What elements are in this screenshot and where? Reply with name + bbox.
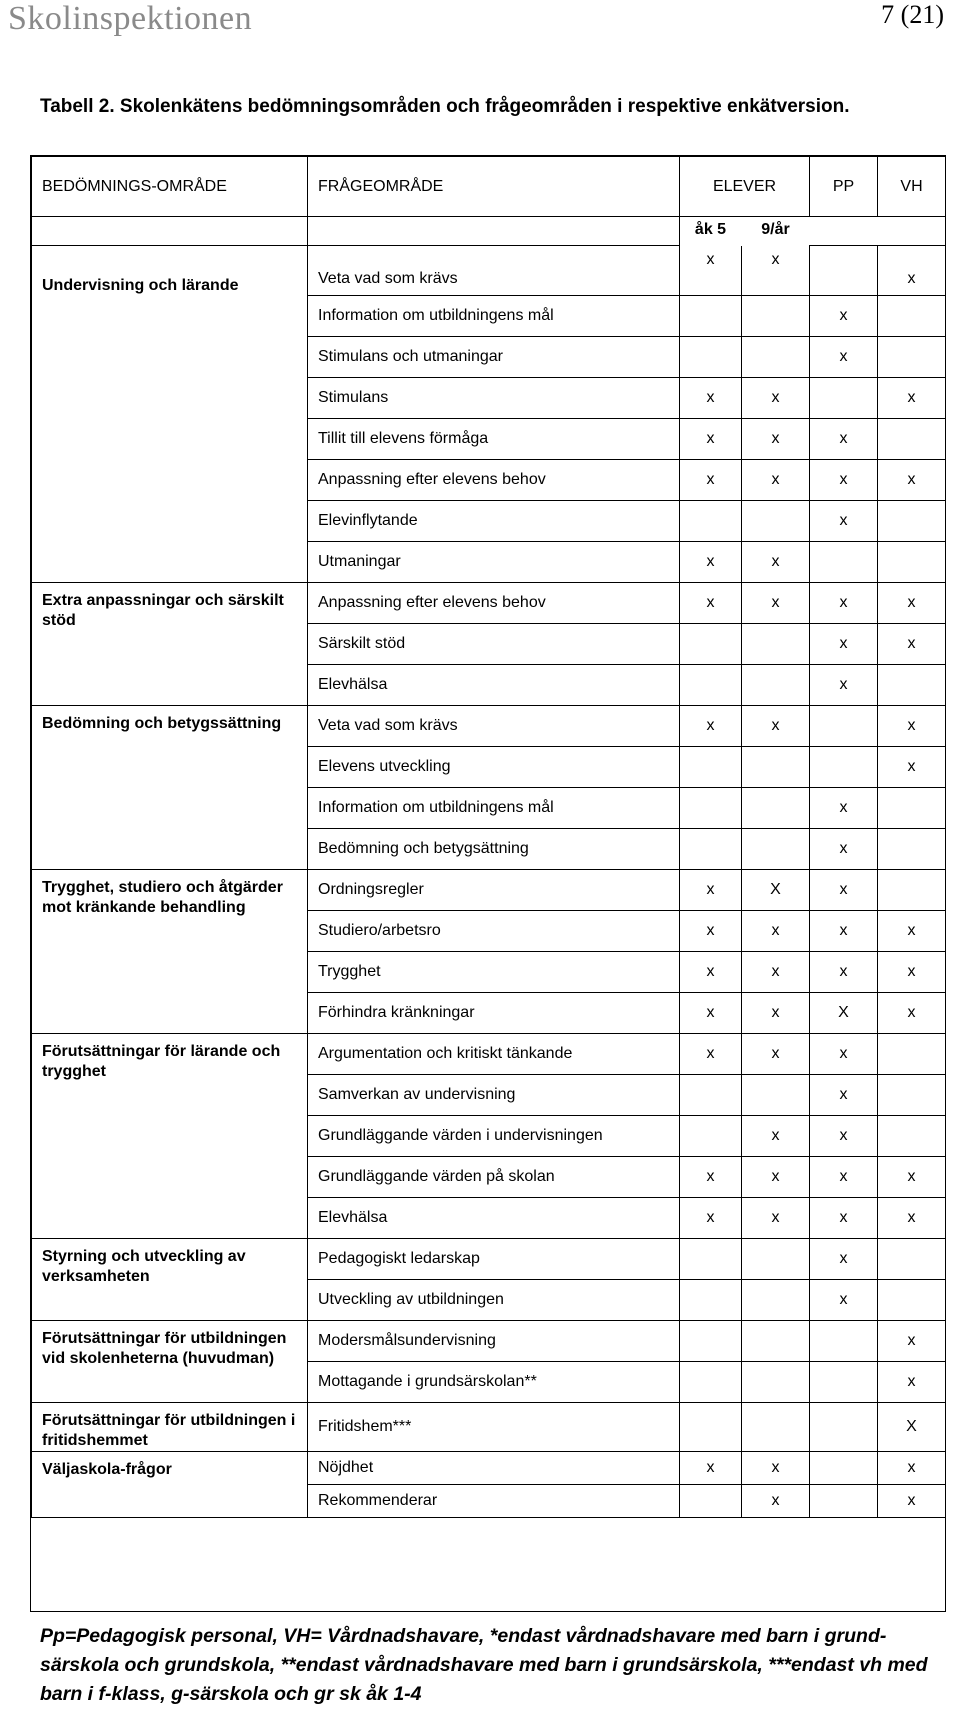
mark-ak5 [680,1075,742,1116]
area-cell: Bedömning och betygssättning [32,706,308,870]
mark-ak9 [742,829,810,870]
mark-ak9 [742,624,810,665]
area-cell: Väljaskola-frågor [32,1452,308,1518]
mark-vh: x [878,706,946,747]
question-cell: Pedagogiskt ledarskap [308,1239,680,1280]
mark-pp: x [810,460,878,501]
table-row [32,706,946,747]
mark-pp: x [810,1116,878,1157]
mark-ak5: x [680,583,742,624]
mark-pp: x [810,952,878,993]
mark-pp: x [810,788,878,829]
mark-pp: x [810,1198,878,1239]
mark-pp [810,706,878,747]
mark-pp: x [810,1280,878,1321]
question-cell: Veta vad som krävs [308,706,680,747]
mark-ak9 [742,1362,810,1403]
mark-vh [878,501,946,542]
mark-ak9: x [742,583,810,624]
subheader-ak9: 9/år [761,220,790,238]
mark-vh [878,829,946,870]
spacer-cell [878,217,946,246]
mark-ak5: x [680,706,742,747]
mark-pp [810,1362,878,1403]
header-row [32,157,946,217]
mark-ak9 [742,1239,810,1280]
mark-vh [878,1075,946,1116]
table-row [32,1239,946,1280]
question-cell: Bedömning och betygsättning [308,829,680,870]
mark-ak9 [742,1321,810,1362]
mark-pp: x [810,501,878,542]
area-cell: Förutsättningar för utbildningen vid skolenheterna (huvudman) [32,1321,308,1403]
table-row [32,1034,946,1075]
footnote: Pp=Pedagogisk personal, VH= Vårdnadshavare, *endast vårdnadshavare med barn i grund-särskola och grundskola, **endast vårdnadshavare med barn i grundsärskola, ***endast vh med barn i f-klass, g-särskola och gr sk åk 1-4 [40,1625,928,1705]
question-cell: Trygghet [308,952,680,993]
mark-ak5: x [680,911,742,952]
question-cell: Elevhälsa [308,1198,680,1239]
mark-ak5 [680,1239,742,1280]
col-header-vh: VH [878,157,946,217]
page-number: 7 (21) [881,0,944,29]
subheader-ak5: åk 5 [694,220,727,238]
mark-ak9 [742,747,810,788]
mark-pp: x [810,624,878,665]
question-cell: Rekommenderar [308,1485,680,1518]
mark-ak5: x [680,993,742,1034]
question-cell: Modersmålsundervisning [308,1321,680,1362]
mark-vh: x [878,1198,946,1239]
mark-pp: X [810,993,878,1034]
mark-vh [878,419,946,460]
mark-ak9: x [742,706,810,747]
mark-vh: x [878,911,946,952]
mark-pp: x [810,583,878,624]
mark-ak5: x [680,542,742,583]
mark-ak5 [680,788,742,829]
mark-vh: x [878,1485,946,1518]
table-row [32,870,946,911]
question-cell: Elevhälsa [308,665,680,706]
mark-pp: x [810,911,878,952]
org-name: Skolinspektionen [8,0,253,37]
mark-ak5 [680,337,742,378]
mark-ak5: x [680,419,742,460]
col-header-elever: ELEVER [680,157,810,217]
mark-ak5: x [680,1034,742,1075]
question-cell: Grundläggande värden i undervisningen [308,1116,680,1157]
table-row [32,1321,946,1362]
mark-vh: x [878,246,946,296]
question-cell: Ordningsregler [308,870,680,911]
mark-ak5: x [680,870,742,911]
mark-ak9: x [742,1116,810,1157]
mark-value: x [706,250,715,268]
area-cell: Styrning och utveckling av verksamheten [32,1239,308,1321]
mark-ak9 [742,665,810,706]
mark-pp [810,246,878,296]
mark-ak5: x [680,378,742,419]
mark-pp: x [810,1239,878,1280]
mark-vh: x [878,952,946,993]
mark-ak9: x [742,911,810,952]
table-row [32,246,946,296]
question-cell: Förhindra kränkningar [308,993,680,1034]
mark-pp: x [810,1034,878,1075]
question-cell: Elevinflytande [308,501,680,542]
question-cell: Studiero/arbetsro [308,911,680,952]
mark-ak9 [742,1403,810,1452]
table-row [32,1452,946,1485]
mark-ak9: x [742,419,810,460]
question-cell: Mottagande i grundsärskolan** [308,1362,680,1403]
question-cell: Anpassning efter elevens behov [308,583,680,624]
mark-pp: x [810,1075,878,1116]
mark-ak9: x [742,1485,810,1518]
mark-ak5: x [680,460,742,501]
mark-vh [878,870,946,911]
mark-pp [810,378,878,419]
mark-ak5 [680,501,742,542]
question-cell: Fritidshem*** [308,1403,680,1452]
mark-vh: x [878,1452,946,1485]
table-caption: Tabell 2. Skolenkätens bedömningsområden och frågeområden i respektive enkätversion. [40,96,850,117]
question-cell: Grundläggande värden på skolan [308,1157,680,1198]
table-row [32,583,946,624]
mark-ak9 [742,296,810,337]
mark-ak9: x [742,1198,810,1239]
mark-ak5 [680,296,742,337]
mark-ak9: x [742,1034,810,1075]
question-cell: Nöjdhet [308,1452,680,1485]
question-cell: Information om utbildningens mål [308,296,680,337]
mark-vh [878,1034,946,1075]
mark-pp [810,1321,878,1362]
mark-vh [878,788,946,829]
mark-ak9: x [742,378,810,419]
mark-ak5 [680,1321,742,1362]
area-cell: Förutsättningar för lärande och trygghet [32,1034,308,1239]
mark-vh: x [878,1321,946,1362]
question-cell: Samverkan av undervisning [308,1075,680,1116]
mark-vh [878,337,946,378]
mark-pp: x [810,829,878,870]
mark-vh [878,1239,946,1280]
mark-ak5 [680,1116,742,1157]
mark-ak5: x [680,1452,742,1485]
mark-ak9 [742,337,810,378]
mark-ak5 [680,665,742,706]
mark-ak9: x [742,993,810,1034]
mark-ak5 [680,1362,742,1403]
mark-pp [810,1452,878,1485]
mark-ak5: x [680,1198,742,1239]
question-cell: Tillit till elevens förmåga [308,419,680,460]
mark-vh: x [878,993,946,1034]
question-cell: Stimulans och utmaningar [308,337,680,378]
mark-vh [878,1280,946,1321]
mark-ak5 [680,747,742,788]
area-cell: Förutsättningar för utbildningen i fritidshemmet [32,1403,308,1452]
question-cell: Utmaningar [308,542,680,583]
question-cell: Information om utbildningens mål [308,788,680,829]
mark-vh: x [878,624,946,665]
mark-ak9 [742,220,810,296]
mark-pp [810,542,878,583]
area-cell: Trygghet, studiero och åtgärder mot kränkande behandling [32,870,308,1034]
spacer-cell [308,217,680,246]
mark-vh: X [878,1403,946,1452]
question-cell: Veta vad som krävs [308,246,680,296]
table-row [32,1403,946,1452]
mark-vh: x [878,583,946,624]
mark-pp [810,1485,878,1518]
mark-ak5 [680,829,742,870]
mark-vh: x [878,1157,946,1198]
mark-ak5 [680,1485,742,1518]
mark-ak5 [680,220,742,296]
question-cell: Elevens utveckling [308,747,680,788]
mark-ak9 [742,501,810,542]
mark-vh [878,296,946,337]
question-cell: Utveckling av utbildningen [308,1280,680,1321]
mark-pp: x [810,337,878,378]
mark-ak9: X [742,870,810,911]
mark-vh [878,542,946,583]
mark-ak9 [742,1075,810,1116]
mark-ak9: x [742,542,810,583]
mark-vh: x [878,747,946,788]
mark-pp [810,1403,878,1452]
question-cell: Stimulans [308,378,680,419]
mark-vh: x [878,378,946,419]
mark-ak9 [742,788,810,829]
mark-ak5 [680,1280,742,1321]
mark-pp: x [810,419,878,460]
col-header-area: BEDÖMNINGS-OMRÅDE [32,157,308,217]
mark-pp: x [810,870,878,911]
spacer-cell [810,217,878,246]
mark-ak5: x [680,1157,742,1198]
mark-vh: x [878,460,946,501]
mark-vh: x [878,1362,946,1403]
mark-ak9: x [742,1157,810,1198]
mark-ak5 [680,1403,742,1452]
question-cell: Särskilt stöd [308,624,680,665]
mark-ak9 [742,1280,810,1321]
mark-ak9: x [742,952,810,993]
area-cell: Undervisning och lärande [32,246,308,583]
mark-ak5 [680,624,742,665]
mark-pp: x [810,1157,878,1198]
question-cell: Anpassning efter elevens behov [308,460,680,501]
mark-vh [878,665,946,706]
area-cell: Extra anpassningar och särskilt stöd [32,583,308,706]
mark-pp: x [810,665,878,706]
mark-ak9: x [742,460,810,501]
mark-pp: x [810,296,878,337]
mark-pp [810,747,878,788]
mark-ak9: x [742,1452,810,1485]
col-header-pp: PP [810,157,878,217]
mark-value: x [771,250,780,268]
spacer-cell [32,217,308,246]
question-cell: Argumentation och kritiskt tänkande [308,1034,680,1075]
mark-vh [878,1116,946,1157]
assessment-table [31,156,946,1518]
col-header-question: FRÅGEOMRÅDE [308,157,680,217]
mark-ak5: x [680,952,742,993]
